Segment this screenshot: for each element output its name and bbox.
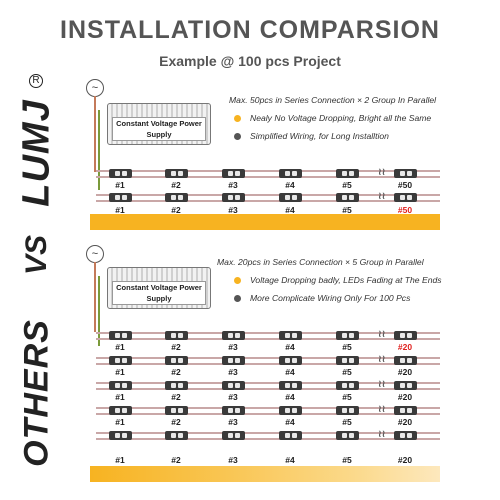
bottom-row-1-led-module bbox=[279, 331, 302, 340]
vs-text: VS bbox=[20, 234, 53, 276]
bottom-row-3-break-icon: ≀≀ bbox=[378, 379, 386, 390]
bottom-bar-label: #3 bbox=[228, 455, 238, 465]
bottom-row-1-module-label: #3 bbox=[228, 342, 238, 352]
bottom-spec-text: Max. 20pcs in Series Connection × 5 Group in Parallel bbox=[217, 257, 424, 267]
top-row-1-wire-bottom bbox=[96, 176, 440, 178]
page-title: INSTALLATION COMPARSION bbox=[60, 16, 440, 44]
bottom-bullet-1: Voltage Dropping badly, LEDs Fading at The Ends bbox=[234, 275, 442, 285]
bottom-row-2-wire-top bbox=[96, 357, 440, 359]
top-row-1-module-label: #1 bbox=[115, 180, 125, 190]
top-row-1-led-module bbox=[394, 169, 417, 178]
bottom-row-1-led-module bbox=[165, 331, 188, 340]
top-row-1-led-module bbox=[109, 169, 132, 178]
bottom-bar-label: #20 bbox=[397, 455, 413, 465]
top-row-2-led-module bbox=[279, 193, 302, 202]
bottom-row-2-led-module bbox=[279, 356, 302, 365]
bottom-row-3-led-module bbox=[109, 381, 132, 390]
power-wire-ground-2 bbox=[98, 276, 100, 346]
bottom-row-4-led-module bbox=[165, 406, 188, 415]
bottom-row-1-led-module bbox=[109, 331, 132, 340]
bottom-bar-label: #5 bbox=[342, 455, 352, 465]
power-wire bbox=[94, 96, 96, 172]
bottom-row-4-led-module bbox=[109, 406, 132, 415]
bottom-row-2-wire-bottom bbox=[96, 363, 440, 365]
bottom-row-1-module-label: #1 bbox=[115, 342, 125, 352]
top-bullet-1: Nealy No Voltage Dropping, Bright all the Same bbox=[234, 113, 431, 123]
bottom-row-1-led-module bbox=[394, 331, 417, 340]
vs-label bbox=[14, 230, 60, 280]
bottom-row-1-wire-bottom bbox=[96, 338, 440, 340]
ac-power-icon-2: ~ bbox=[86, 245, 104, 263]
brand-logo-text: LUMJ bbox=[15, 99, 58, 207]
power-wire-ground bbox=[98, 110, 100, 190]
bottom-row-3-led-module bbox=[222, 381, 245, 390]
bottom-row-1-module-label: #20 bbox=[397, 342, 413, 352]
bottom-row-5-led-module bbox=[279, 431, 302, 440]
bottom-row-5-led-module bbox=[109, 431, 132, 440]
bottom-row-3-module-label: #1 bbox=[115, 392, 125, 402]
top-row-2-led-module bbox=[165, 193, 188, 202]
bottom-row-5-led-module bbox=[394, 431, 417, 440]
top-row-1-module-label: #2 bbox=[171, 180, 181, 190]
bottom-row-1-module-label: #2 bbox=[171, 342, 181, 352]
bottom-row-3-module-label: #2 bbox=[171, 392, 181, 402]
registered-mark-icon: R bbox=[29, 74, 43, 88]
bottom-row-1-led-module bbox=[222, 331, 245, 340]
bottom-row-3-module-label: #20 bbox=[397, 392, 413, 402]
top-row-1-module-label: #4 bbox=[285, 180, 295, 190]
top-row-2-led-module bbox=[336, 193, 359, 202]
bottom-row-3-wire-bottom bbox=[96, 388, 440, 390]
bottom-row-1-module-label: #5 bbox=[342, 342, 352, 352]
bottom-row-3-led-module bbox=[394, 381, 417, 390]
bottom-row-3-module-label: #4 bbox=[285, 392, 295, 402]
bottom-row-5-led-module bbox=[165, 431, 188, 440]
top-row-1-wire-top bbox=[96, 170, 440, 172]
top-row-1-break-icon: ≀≀ bbox=[378, 167, 386, 178]
top-row-1-module-label: #50 bbox=[397, 180, 413, 190]
bottom-row-2-module-label: #1 bbox=[115, 367, 125, 377]
bottom-row-5-wire-top bbox=[96, 432, 440, 434]
bottom-row-4-module-label: #3 bbox=[228, 417, 238, 427]
gray-dot-icon bbox=[234, 295, 241, 302]
bottom-row-4-led-module bbox=[222, 406, 245, 415]
top-row-1-led-module bbox=[279, 169, 302, 178]
bottom-row-3-wire-top bbox=[96, 382, 440, 384]
top-bar-label: #50 bbox=[397, 205, 413, 215]
bottom-row-3-led-module bbox=[336, 381, 359, 390]
power-wire-2 bbox=[94, 262, 96, 332]
bottom-row-4-led-module bbox=[394, 406, 417, 415]
bottom-row-1-wire-top bbox=[96, 332, 440, 334]
top-row-2-led-module bbox=[222, 193, 245, 202]
top-row-1-module-label: #3 bbox=[228, 180, 238, 190]
bottom-performance-bar bbox=[90, 466, 440, 482]
bottom-row-4-wire-bottom bbox=[96, 413, 440, 415]
top-row-1-module-label: #5 bbox=[342, 180, 352, 190]
others-label bbox=[14, 300, 60, 485]
top-row-2-led-module bbox=[109, 193, 132, 202]
bottom-row-2-led-module bbox=[165, 356, 188, 365]
bottom-row-3-module-label: #3 bbox=[228, 392, 238, 402]
top-row-1-led-module bbox=[222, 169, 245, 178]
bottom-row-4-led-module bbox=[336, 406, 359, 415]
bottom-row-5-led-module bbox=[222, 431, 245, 440]
bottom-row-1-module-label: #4 bbox=[285, 342, 295, 352]
bottom-row-3-led-module bbox=[165, 381, 188, 390]
bottom-row-2-module-label: #3 bbox=[228, 367, 238, 377]
brand-logo bbox=[14, 75, 60, 228]
top-row-2-wire-top bbox=[96, 194, 440, 196]
bottom-row-4-break-icon: ≀≀ bbox=[378, 404, 386, 415]
top-bullet-2: Simplified Wiring, for Long Installtion bbox=[234, 131, 389, 141]
gray-dot-icon bbox=[234, 133, 241, 140]
top-row-2-led-module bbox=[394, 193, 417, 202]
bottom-row-4-wire-top bbox=[96, 407, 440, 409]
bottom-bar-label: #4 bbox=[285, 455, 295, 465]
bottom-row-4-module-label: #4 bbox=[285, 417, 295, 427]
top-performance-bar bbox=[90, 214, 440, 230]
power-supply-label: Constant Voltage Power Supply bbox=[112, 117, 206, 141]
orange-dot-icon bbox=[234, 115, 241, 122]
bottom-row-1-led-module bbox=[336, 331, 359, 340]
power-supply-label-2: Constant Voltage Power Supply bbox=[112, 281, 206, 305]
power-supply bbox=[107, 103, 211, 145]
bottom-bullet-2: More Complicate Wiring Only For 100 Pcs bbox=[234, 293, 410, 303]
top-bar-label: #2 bbox=[171, 205, 181, 215]
others-text: OTHERS bbox=[17, 318, 56, 467]
bottom-row-2-led-module bbox=[336, 356, 359, 365]
top-bar-label: #4 bbox=[285, 205, 295, 215]
bottom-row-4-module-label: #2 bbox=[171, 417, 181, 427]
top-bar-label: #3 bbox=[228, 205, 238, 215]
bottom-row-1-break-icon: ≀≀ bbox=[378, 329, 386, 340]
bottom-row-2-led-module bbox=[222, 356, 245, 365]
power-supply-2 bbox=[107, 267, 211, 309]
bottom-row-2-module-label: #4 bbox=[285, 367, 295, 377]
bottom-row-2-led-module bbox=[394, 356, 417, 365]
bottom-bar-label: #2 bbox=[171, 455, 181, 465]
bottom-row-4-module-label: #20 bbox=[397, 417, 413, 427]
page-subtitle: Example @ 100 pcs Project bbox=[159, 53, 341, 69]
orange-dot-icon bbox=[234, 277, 241, 284]
bottom-row-4-module-label: #1 bbox=[115, 417, 125, 427]
top-bar-label: #5 bbox=[342, 205, 352, 215]
bottom-row-3-led-module bbox=[279, 381, 302, 390]
bottom-row-2-module-label: #2 bbox=[171, 367, 181, 377]
bottom-row-4-module-label: #5 bbox=[342, 417, 352, 427]
bottom-row-2-break-icon: ≀≀ bbox=[378, 354, 386, 365]
bottom-row-5-break-icon: ≀≀ bbox=[378, 429, 386, 440]
bottom-row-2-module-label: #5 bbox=[342, 367, 352, 377]
bottom-bar-label: #1 bbox=[115, 455, 125, 465]
top-row-2-break-icon: ≀≀ bbox=[378, 191, 386, 202]
bottom-row-2-module-label: #20 bbox=[397, 367, 413, 377]
top-bar-label: #1 bbox=[115, 205, 125, 215]
top-row-2-wire-bottom bbox=[96, 200, 440, 202]
bottom-row-4-led-module bbox=[279, 406, 302, 415]
top-row-1-led-module bbox=[165, 169, 188, 178]
bottom-row-2-led-module bbox=[109, 356, 132, 365]
bottom-row-3-module-label: #5 bbox=[342, 392, 352, 402]
top-spec-text: Max. 50pcs in Series Connection × 2 Group In Parallel bbox=[229, 95, 437, 105]
bottom-row-5-led-module bbox=[336, 431, 359, 440]
ac-power-icon: ~ bbox=[86, 79, 104, 97]
top-row-1-led-module bbox=[336, 169, 359, 178]
bottom-row-5-wire-bottom bbox=[96, 438, 440, 440]
